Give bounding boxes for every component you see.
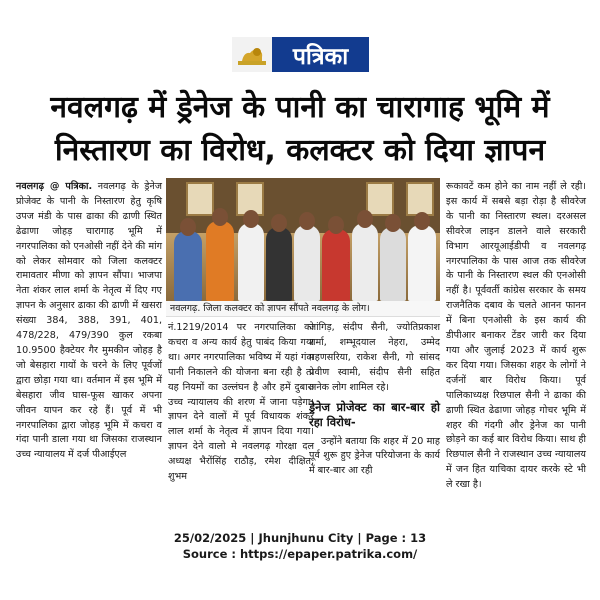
column-1-text: नवलगढ़ के ड्रेनेज प्रोजेक्ट के पानी के निस्तारण हेतु कृषि उपज मंडी के पास ढाका की ढाणी स्थित ढेढाणा जोहड़ चारागाह भूमि में नगरपालिका को एनओसी नहीं देने की मांग को लेकर सोमवार को जिला कलक्टर रामावतार मीणा को ज्ञापन सौंपा। भाजपा नेता शंकर लाल शर्मा के नेतृत्व में दिए गए ज्ञापन के अनुसार ढाका की ढाणी में खसरा संख्या 384, 388, 391, 401, 478/228, 479/390 कुल रकबा 10.9500 हैक्टेयर गैर मुमकीन जोहड़ है जो बेसहारा गायों के चरने के लिए पूर्वजों द्वारा छोड़ा गया था। वर्तमान में इस भूमि में बेसहारा जीव घास-फूस खाकर अपना जीवन यापन कर रहे हैं। पूर्व में भी नगरपालिका द्वारा जोहड़ भूमि में कचरा व गंदा पानी डाला गया था जिसका राजस्थान उच्च न्यायालय में दर्ज पीआईएल <box>16 181 162 461</box>
footer-date-line: 25/02/2025 | Jhunjhunu City | Page : 13 <box>173 531 427 545</box>
news-photo <box>166 178 440 301</box>
masthead-logo <box>232 37 369 72</box>
article-column-4 <box>446 180 586 493</box>
column-4-text: रूकावटें कम होने का नाम नहीं ले रही। इस कार्य में सबसे बड़ा रोड़ा है सीवरेज के पानी का निस्तारण स्थल। दरअसल सीवरेज लाइन डालने वाले सरकारी विभाग आरयूआईडीपी व नवलगढ़ नगरपालिका के पास आज तक सीवरेज के पानी के निस्तारण स्थल की एनओसी नहीं है। पूर्ववर्ती कांग्रेस सरकार के समय राजनैतिक दबाव के चलते आनन फानन में बिना एनओसी के इस कार्य की डीपीआर बनाकर टेंडर जारी कर दिया गया और जुलाई 2023 में कार्य शुरू कर दिया गया। जिसका शहर के लोगों ने दर्जनों बार विरोध किया। पूर्व पालिकाध्यक्ष रिछपाल सैनी ने ढाका की ढाणी स्थित ढेढाणा जोहड़ गोचर भूमि में शहर की गंदगी और ड्रेनेज का पानी छोड़ने का कई बार विरोध किया। साथ ही रिछपाल सैनी ने राजस्थान उच्च न्यायालय में जन हित याचिका दायर करके स्टे भी ले रखा है। <box>446 181 586 491</box>
article-column-1 <box>16 180 162 463</box>
photo-caption: नवलगढ़. जिला कलक्टर को ज्ञापन सौंपते नवलगढ़ के लोग। <box>166 301 440 317</box>
column-3-text-2: उन्होंने बताया कि शहर में 20 माह पूर्व शुरू हुए ड्रेनेज परियोजना के कार्य में बार-बार आ रही <box>309 435 440 477</box>
newspaper-name: पत्रिका <box>292 43 349 70</box>
article-column-2 <box>168 321 314 485</box>
article-column-3 <box>309 321 440 479</box>
dateline: नवलगढ़ @ पत्रिका. <box>16 181 93 192</box>
headline: नवलगढ़ में ड्रेनेज के पानी का चारागाह भूमि में निस्तारण का विरोध, कलक्टर को दिया ज्ञापन <box>50 90 550 168</box>
footer-source-line: Source : https://epaper.patrika.com/ <box>182 547 418 561</box>
subheading: ड्रेनेज प्रोजेक्ट का बार-बार हो रहा विरोध- <box>309 399 440 429</box>
column-2-text: नं.1219/2014 पर नगरपालिका को कचरा व अन्य कार्य हेतु पाबंद किया गया था। अगर नगरपालिका भविष्य में यहां गंदा पानी निकालने की योजना बना रही है तो यह नियमों का उल्लंघन है और हमें दुबारा उच्च न्यायालय की शरण में जाना पड़ेगा। ज्ञापन देने वालों में पूर्व विधायक शंकर लाल शर्मा के नेतृत्व में ज्ञापन दिया गया। ज्ञापन देने वालो मे नवलगढ़ गोरक्षा दल अध्यक्ष भैरोंसिंह राठौड़, रमेश दीक्षित, शुभम <box>168 322 314 483</box>
column-3-text: जांगिड़, संदीप सैनी, ज्योतिप्रकाश शर्मा, शम्भूदयाल नेहरा, उम्मेद महणसरिया, राकेश सैनी, गो सांसद प्रवीण स्वामी, संदीप सैनी सहित अनेक लोग शामिल रहे। <box>309 322 440 393</box>
lion-emblem-icon <box>232 37 272 72</box>
